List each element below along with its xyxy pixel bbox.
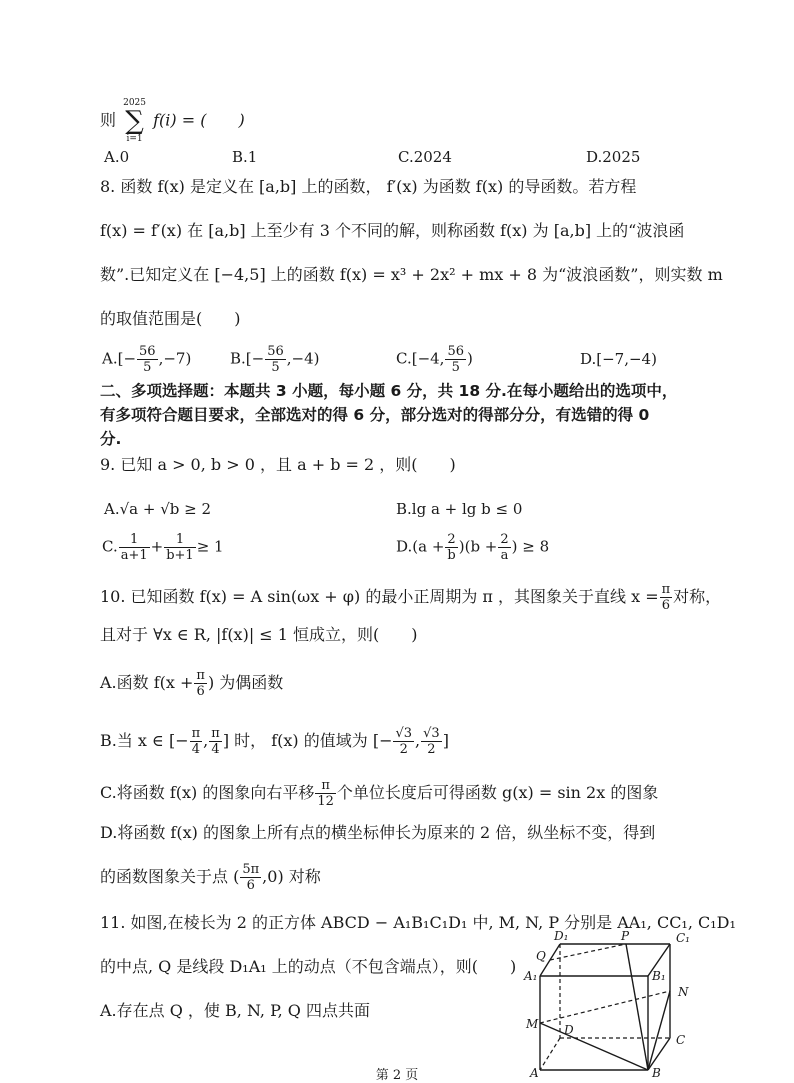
fraction: $\frac{1}{b+1}$ bbox=[166, 532, 194, 563]
q9-option-b[interactable]: B.lg a + lg b ≤ 0 bbox=[396, 500, 523, 518]
label-c1: C₁ bbox=[676, 931, 690, 945]
fraction: $\frac{56}{5}$ bbox=[447, 344, 464, 375]
q7-sum-line bbox=[100, 98, 245, 144]
hidden-segment-qp bbox=[550, 944, 626, 960]
q7-option-b[interactable]: B.1 bbox=[232, 148, 258, 166]
q8-option-a[interactable]: A.[− $\frac{56}{5}$ ,−7) bbox=[102, 344, 192, 375]
section2-line-2: 有多项符合题目要求，全部选对的得 6 分，部分选对的得部分分，有选错的得 0 bbox=[100, 406, 650, 424]
cube-figure bbox=[520, 930, 700, 1078]
q7-option-a[interactable]: A.0 bbox=[104, 148, 130, 166]
q9-option-a[interactable]: A.√a + √b ≥ 2 bbox=[104, 500, 212, 518]
section2-line-1: 二、多项选择题：本题共 3 小题，每小题 6 分，共 18 分.在每小题给出的选项中， bbox=[100, 382, 678, 400]
q8-option-d[interactable]: D.[−7,−4) bbox=[580, 350, 657, 368]
q10-stem: 10. 已知函数 f(x) = A sin(ωx + φ) 的最小正周期为 π ，其图象关于直线 x = $\frac{\pi}{6}$ 对称， bbox=[100, 582, 722, 613]
fraction: $\frac{\pi}{4}$ bbox=[211, 726, 220, 757]
q11-option-a[interactable]: A.存在点 Q ，使 B, N, P, Q 四点共面 bbox=[100, 1001, 370, 1020]
segment-bn bbox=[648, 991, 670, 1070]
fraction: $\frac{5\pi}{6}$ bbox=[242, 862, 260, 893]
label-n: N bbox=[678, 985, 689, 999]
label-d1: D₁ bbox=[554, 930, 569, 943]
label-c: C bbox=[676, 1033, 686, 1047]
q8-line-1: 8. 函数 f(x) 是定义在 [a,b] 上的函数， f′(x) 为函数 f(x) 的导函数。若方程 bbox=[100, 177, 637, 196]
sum-upper: 2025 bbox=[123, 98, 147, 108]
q7-prefix: 则 bbox=[100, 110, 117, 130]
fraction: $\frac{√3}{2}$ bbox=[395, 726, 413, 757]
q7-option-d[interactable]: D.2025 bbox=[586, 148, 641, 166]
q10-option-d-line-2: 的函数图象关于点 ( $\frac{5\pi}{6}$ ,0) 对称 bbox=[100, 862, 321, 893]
q7-option-c[interactable]: C.2024 bbox=[398, 148, 452, 166]
fraction: $\frac{\pi}{6}$ bbox=[661, 582, 671, 613]
q8-option-b[interactable]: B.[− $\frac{56}{5}$ ,−4) bbox=[230, 344, 320, 375]
label-m: M bbox=[526, 1017, 539, 1031]
segment-pb bbox=[626, 944, 648, 1070]
fraction: $\frac{√3}{2}$ bbox=[423, 726, 440, 757]
section2-line-3: 分. bbox=[100, 430, 122, 448]
fraction: $\frac{\pi}{4}$ bbox=[191, 726, 201, 757]
q9-option-d[interactable]: D.(a + $\frac{2}{b}$ )(b + $\frac{2}{a}$ ) ≥ 8 bbox=[396, 532, 550, 563]
q10-line-2: 且对于 ∀x ∈ R, |f(x)| ≤ 1 恒成立，则( ) bbox=[100, 625, 418, 644]
q10-option-a[interactable]: A.函数 f(x + $\frac{\pi}{6}$ ) 为偶函数 bbox=[100, 668, 284, 699]
q8-line-3: 数”.已知定义在 [−4,5] 上的函数 f(x) = x³ + 2x² + mx + 8 为“波浪函数”，则实数 m bbox=[100, 265, 723, 284]
label-d: D bbox=[564, 1023, 574, 1037]
fraction: $\frac{1}{a+1}$ bbox=[120, 532, 148, 563]
fraction: $\frac{2}{b}$ bbox=[447, 532, 456, 563]
segment-mb bbox=[540, 1023, 648, 1070]
label-a: A bbox=[530, 1066, 539, 1078]
q8-line-4: 的取值范围是( ) bbox=[100, 309, 241, 328]
fraction: $\frac{\pi}{6}$ bbox=[196, 668, 205, 699]
label-a1: A₁ bbox=[524, 969, 538, 983]
page-number: 第 2 页 bbox=[375, 1068, 419, 1083]
label-p: P bbox=[621, 930, 630, 943]
q10-option-c[interactable]: C.将函数 f(x) 的图象向右平移 $\frac{\pi}{12}$ 个单位长度后可得函数 g(x) = sin 2x 的图象 bbox=[100, 778, 659, 809]
q8-option-c[interactable]: C.[−4, $\frac{56}{5}$ ) bbox=[396, 344, 473, 375]
q10-option-b[interactable]: B.当 x ∈ [− $\frac{\pi}{4}$ , $\frac{\pi}{4}$ ] 时， f(x) 的值域为 [− $\frac{√3}{2}$ , $\frac{√3}{2}$ ] bbox=[100, 726, 449, 757]
q11-line-2: 的中点, Q 是线段 D₁A₁ 上的动点（不包含端点），则( ) bbox=[100, 957, 517, 976]
q11-line-1: 11. 如图,在棱长为 2 的正方体 ABCD − A₁B₁C₁D₁ 中, M, N, P 分别是 AA₁, CC₁, C₁D₁ bbox=[100, 913, 736, 932]
fraction: $\frac{\pi}{12}$ bbox=[317, 778, 334, 809]
sum-lower: i=1 bbox=[126, 134, 143, 144]
fraction: $\frac{56}{5}$ bbox=[267, 344, 284, 375]
q9-option-c[interactable]: C. $\frac{1}{a+1}$ + $\frac{1}{b+1}$ ≥ 1 bbox=[102, 532, 224, 563]
fraction: $\frac{2}{a}$ bbox=[500, 532, 509, 563]
label-q: Q bbox=[536, 949, 546, 963]
q7-sum-body: f(i) = ( ) bbox=[153, 110, 245, 130]
fraction: $\frac{56}{5}$ bbox=[139, 344, 156, 375]
q8-line-2: f(x) = f′(x) 在 [a,b] 上至少有 3 个不同的解，则称函数 f(x) 为 [a,b] 上的“波浪函 bbox=[100, 221, 685, 240]
q9-stem: 9. 已知 a > 0, b > 0 ，且 a + b = 2 ，则( ) bbox=[100, 455, 456, 474]
q10-option-d-line-1[interactable]: D.将函数 f(x) 的图象上所有点的横坐标伸长为原来的 2 倍，纵坐标不变，得到 bbox=[100, 823, 656, 842]
label-b1: B₁ bbox=[652, 969, 666, 983]
summation-symbol: 2025 ∑ i=1 bbox=[123, 98, 147, 144]
label-b: B bbox=[652, 1066, 661, 1078]
